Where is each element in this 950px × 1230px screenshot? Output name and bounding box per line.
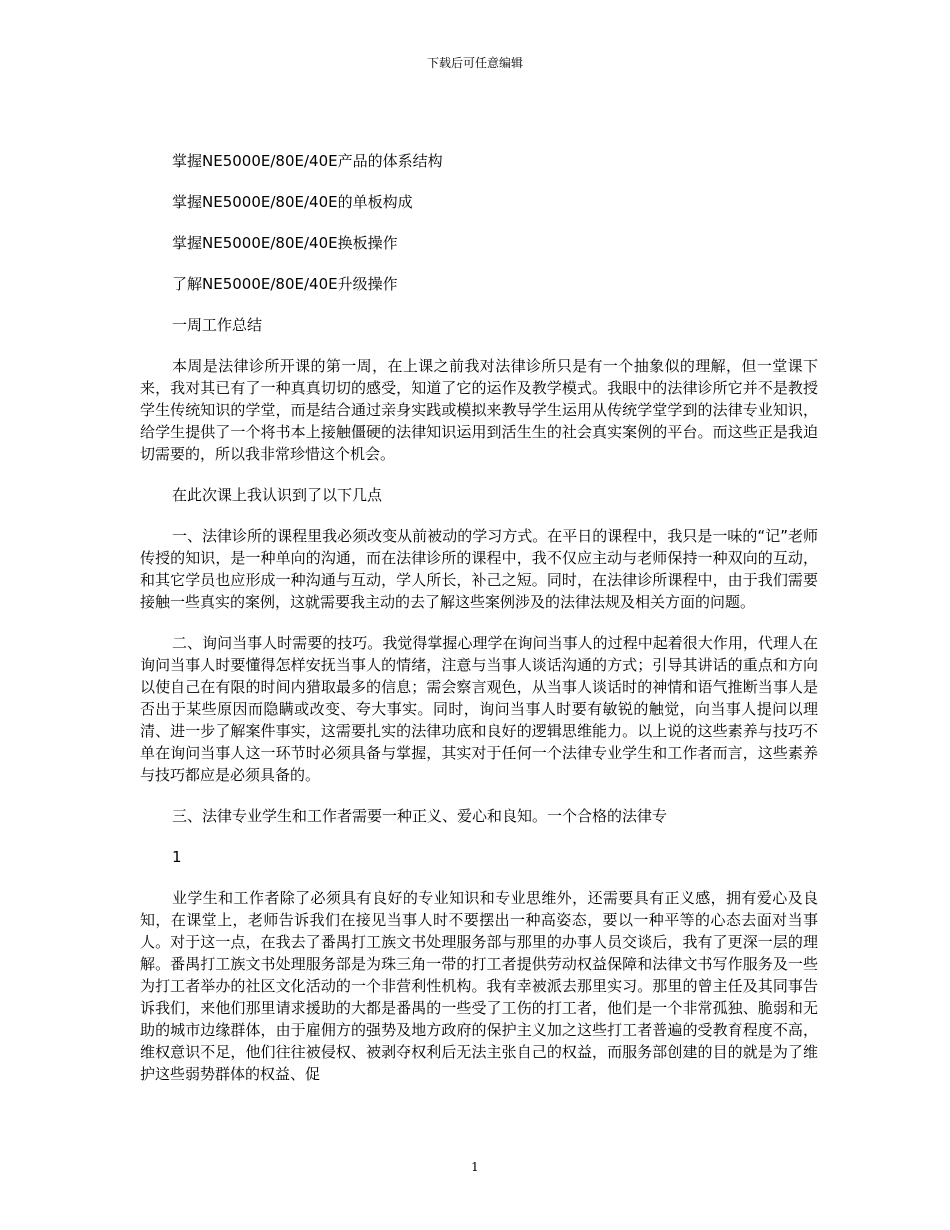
objective-item: 掌握NE5000E/80E/40E换板操作 [172, 234, 398, 252]
body-paragraph: 二、询问当事人时需要的技巧。我觉得掌握心理学在询问当事人的过程中起着很大作用，代理人在询问当事人时要懂得怎样安抚当事人的情绪，注意与当事人谈话沟通的方式；引导其讲话的重点和方向以使自己在有限的时间内猎取最多的信息；需会察言观色，从当事人谈话时的神情和语气推断当事人是否出于某些原因而隐瞒或改变、夸大事实。同时，询问当事人时要有敏锐的触觉，向当事人提问以理清、进一步了解案件事实，这需要扎实的法律功底和良好的逻辑思维能力。以上说的这些素养与技巧不单在询问当事人这一环节时必须具备与掌握，其实对于任何一个法律专业学生和工作者而言，这些素养与技巧都应是必须具备的。 [140, 634, 818, 784]
section-heading: 一周工作总结 [172, 316, 263, 334]
body-paragraph: 本周是法律诊所开课的第一周，在上课之前我对法律诊所只是有一个抽象似的理解，但一堂课下来，我对其已有了一种真真切切的感受，知道了它的运作及教学模式。我眼中的法律诊所它并不是教授学生传统知识的学堂，而是结合通过亲身实践或模拟来教导学生运用从传统学堂学到的法律专业知识，给学生提供了一个将书本上接触僵硬的法律知识运用到活生生的社会真实案例的平台。而这些正是我迫切需要的，所以我非常珍惜这个机会。 [140, 357, 818, 463]
objective-item: 了解NE5000E/80E/40E升级操作 [172, 275, 398, 293]
body-paragraph: 一、法律诊所的课程里我必须改变从前被动的学习方式。在平日的课程中，我只是一味的“记”老师传授的知识，是一种单向的沟通，而在法律诊所的课程中，我不仅应主动与老师保持一种双向的互动，和其它学员也应形成一种沟通与互动，学人所长，补己之短。同时，在法律诊所课程中，由于我们需要接触一些真实的案例，这就需要我主动的去了解这些案例涉及的法律法规及相关方面的问题。 [140, 527, 818, 611]
objective-item: 掌握NE5000E/80E/40E产品的体系结构 [172, 152, 443, 170]
body-paragraph: 业学生和工作者除了必须具有良好的专业知识和专业思维外，还需要具有正义感，拥有爱心及良知，在课堂上，老师告诉我们在接见当事人时不要摆出一种高姿态，要以一种平等的心态去面对当事人。对于这一点，在我去了番禺打工族文书处理服务部与那里的办事人员交谈后，我有了更深一层的理解。番禺打工族文书处理服务部是为珠三角一带的打工者提供劳动权益保障和法律文书写作服务及一些为打工者举办的社区文化活动的一个非营利性机构。我有幸被派去那里实习。那里的曾主任及其同事告诉我们，来他们那里请求援助的大都是番禺的一些受了工伤的打工者，他们是一个非常孤独、脆弱和无助的城市边缘群体，由于雇佣方的强势及地方政府的保护主义加之这些打工者普遍的受教育程度不高，维权意识不足，他们往往被侵权、被剥夺权利后无法主张自己的权益，而服务部创建的目的就是为了维护这些弱势群体的权益、促 [140, 889, 818, 1083]
page-number: 1 [471, 1160, 479, 1174]
body-paragraph: 三、法律专业学生和工作者需要一种正义、爱心和良知。一个合格的法律专 [172, 807, 668, 825]
inline-page-number: 1 [172, 848, 182, 866]
page-header: 下载后可任意编辑 [426, 56, 523, 70]
body-paragraph: 在此次课上我认识到了以下几点 [172, 486, 383, 504]
document-body [140, 150, 818, 1085]
objective-item: 掌握NE5000E/80E/40E的单板构成 [172, 193, 413, 211]
